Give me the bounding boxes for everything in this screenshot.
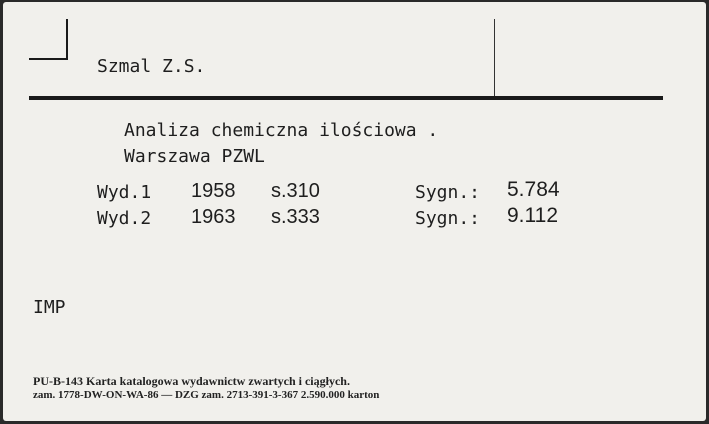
sygn-label: Sygn.: [415,182,481,203]
edition-year: 1958 [191,180,236,202]
header-rule [29,96,663,100]
sygn-value: 9.112 [507,204,558,227]
edition-pages: s.333 [271,206,320,228]
note-imp: IMP [33,297,66,318]
catalog-card [3,2,706,421]
corner-horizontal-line [29,58,68,60]
sygn-value: 5.784 [507,178,560,201]
author-name: Szmal Z.S. [97,56,206,77]
footer-form-line: PU-B-143 Karta katalogowa wydawnictw zwartych i ciągłych. [33,374,350,388]
footer-order-line: zam. 1778-DW-ON-WA-86 — DZG zam. 2713-391-3-367 2.590.000 karton [33,389,380,401]
edition-label: Wyd.2 [97,208,152,229]
edition-year: 1963 [191,206,236,228]
book-title: Analiza chemiczna ilościowa . [124,120,439,141]
edition-label: Wyd.1 [97,182,152,203]
corner-vertical-line [66,19,68,59]
sygn-label: Sygn.: [415,208,481,229]
header-divider-line [494,19,495,97]
edition-pages: s.310 [271,180,320,202]
publisher: Warszawa PZWL [124,146,265,167]
